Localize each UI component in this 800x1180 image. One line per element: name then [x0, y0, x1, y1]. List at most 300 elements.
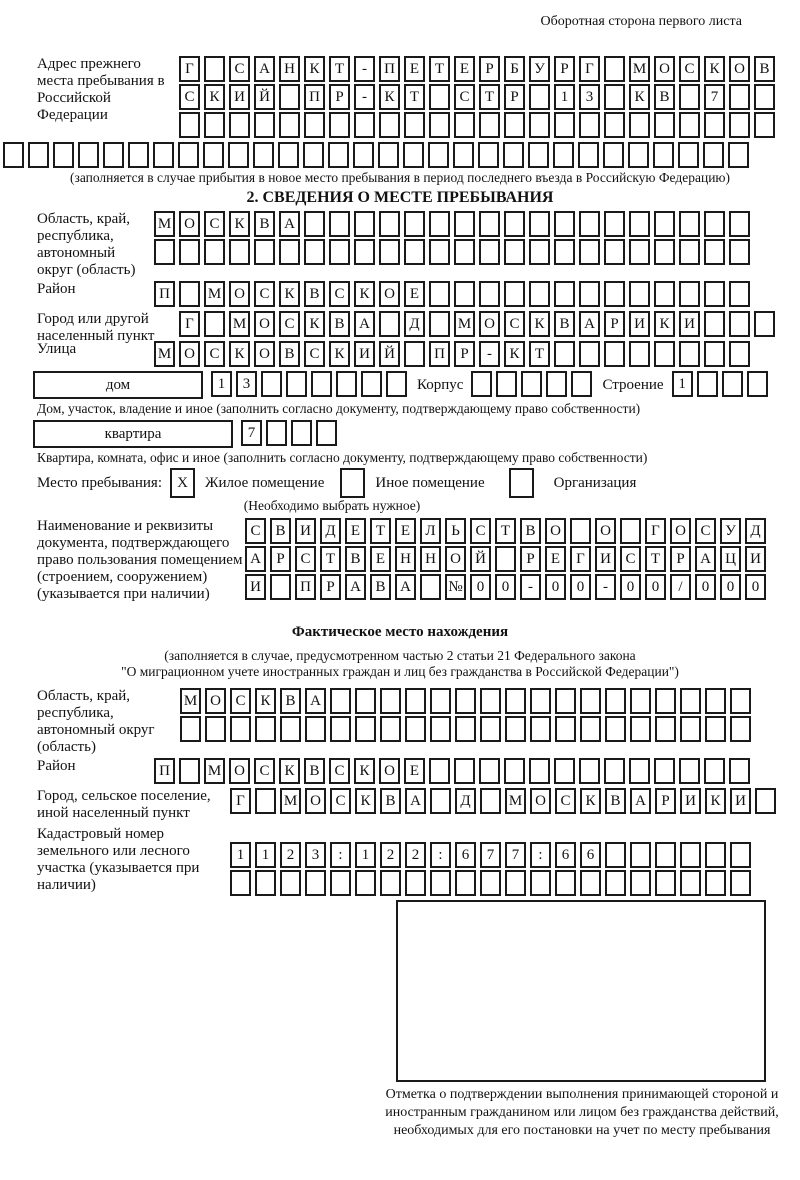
char-cell: М: [204, 281, 225, 307]
char-cell: У: [720, 518, 741, 544]
char-cell: О: [305, 788, 326, 814]
char-cell: М: [505, 788, 526, 814]
char-cell: [479, 239, 500, 265]
actual-city-row: [37, 788, 800, 821]
char-cell: И: [295, 518, 316, 544]
char-cell: [255, 716, 276, 742]
char-cell: С: [470, 518, 491, 544]
char-cell: [579, 341, 600, 367]
char-cell: М: [629, 56, 650, 82]
char-cell: [479, 112, 500, 138]
char-cell: [353, 142, 374, 168]
char-cell: [570, 518, 591, 544]
char-cell: 0: [695, 574, 716, 600]
char-cell: О: [179, 211, 200, 237]
char-cell: [580, 870, 601, 896]
char-cell: В: [279, 341, 300, 367]
char-cell: [404, 341, 425, 367]
char-cell: [529, 112, 550, 138]
street-label: Улица: [37, 341, 77, 357]
char-cell: [455, 716, 476, 742]
char-cell: К: [629, 84, 650, 110]
street-row: [37, 341, 800, 369]
char-cell: [703, 142, 724, 168]
char-cell: К: [279, 281, 300, 307]
char-cell: [555, 716, 576, 742]
section2-title: 2. СВЕДЕНИЯ О МЕСТЕ ПРЕБЫВАНИЯ: [246, 189, 554, 206]
char-cell: [428, 142, 449, 168]
char-cell: К: [704, 56, 725, 82]
char-cell: А: [245, 546, 266, 572]
char-cell: [654, 281, 675, 307]
document-block: [37, 518, 800, 603]
char-cell: О: [254, 341, 275, 367]
char-cell: [179, 112, 200, 138]
char-cell: [655, 842, 676, 868]
choose-note: (Необходимо выбрать нужное): [243, 498, 421, 513]
char-cell: У: [529, 56, 550, 82]
char-cell: [604, 211, 625, 237]
char-cell: М: [154, 341, 175, 367]
char-cell: О: [670, 518, 691, 544]
char-cell: [605, 842, 626, 868]
char-cell: С: [329, 758, 350, 784]
char-cell: Т: [320, 546, 341, 572]
stamp-caption: Отметка о подтверждении выполнения принимающей стороной и иностранным гражданином или лицом без гражданства действий, необходимых для его постановки на учет по месту пребывания: [385, 1087, 779, 1138]
char-cell: [253, 142, 274, 168]
city-row: [37, 311, 800, 344]
char-cell: В: [554, 311, 575, 337]
region-rows: [154, 211, 754, 267]
char-cell: К: [580, 788, 601, 814]
region-block: [37, 211, 800, 279]
prev-address-block: [37, 56, 800, 140]
char-cell: [480, 788, 501, 814]
char-cell: [730, 688, 751, 714]
char-cell: [404, 112, 425, 138]
char-box-row: [245, 518, 770, 544]
house-row: [33, 371, 800, 399]
char-cell: [429, 112, 450, 138]
char-cell: [495, 546, 516, 572]
char-cell: С: [229, 56, 250, 82]
char-cell: С: [204, 211, 225, 237]
actual-location-caption1: (заполняется в случае, предусмотренном частью 2 статьи 21 Федерального закона: [164, 648, 636, 663]
char-cell: [203, 142, 224, 168]
char-cell: [420, 574, 441, 600]
char-cell: [704, 758, 725, 784]
char-cell: Т: [479, 84, 500, 110]
char-cell: 0: [745, 574, 766, 600]
char-cell: 0: [470, 574, 491, 600]
char-cell: В: [370, 574, 391, 600]
region-label: Область, край, республика, автономный округ (область): [37, 211, 136, 278]
char-cell: А: [630, 788, 651, 814]
char-cell: -: [479, 341, 500, 367]
prev-address-label: Адрес прежнего места пребывания в Российской Федерации: [37, 56, 165, 123]
char-cell: [254, 112, 275, 138]
char-cell: [361, 371, 382, 397]
char-cell: С: [329, 281, 350, 307]
char-cell: К: [354, 758, 375, 784]
char-cell: П: [429, 341, 450, 367]
char-cell: Р: [670, 546, 691, 572]
char-cell: [230, 870, 251, 896]
char-cell: [679, 84, 700, 110]
char-cell: К: [705, 788, 726, 814]
char-cell: [291, 420, 312, 446]
char-cell: [546, 371, 567, 397]
char-cell: И: [245, 574, 266, 600]
char-cell: Р: [270, 546, 291, 572]
char-cell: К: [255, 688, 276, 714]
char-cell: [279, 112, 300, 138]
char-cell: Д: [320, 518, 341, 544]
char-cell: [479, 758, 500, 784]
char-cell: [680, 688, 701, 714]
char-cell: О: [179, 341, 200, 367]
char-cell: [254, 239, 275, 265]
char-cell: [630, 870, 651, 896]
char-cell: В: [605, 788, 626, 814]
char-cell: А: [305, 688, 326, 714]
char-box-row: [154, 281, 754, 307]
char-cell: Г: [179, 56, 200, 82]
char-cell: [266, 420, 287, 446]
char-cell: А: [345, 574, 366, 600]
char-cell: Т: [645, 546, 666, 572]
char-cell: 7: [480, 842, 501, 868]
char-cell: [704, 341, 725, 367]
char-cell: [729, 758, 750, 784]
char-cell: [330, 716, 351, 742]
char-cell: [605, 688, 626, 714]
actual-district-label: Район: [37, 758, 76, 774]
char-cell: [679, 341, 700, 367]
char-cell: Й: [254, 84, 275, 110]
char-cell: [480, 870, 501, 896]
char-cell: Р: [454, 341, 475, 367]
char-cell: [529, 84, 550, 110]
char-cell: К: [654, 311, 675, 337]
char-cell: С: [179, 84, 200, 110]
char-cell: [278, 142, 299, 168]
cadastre-block: [37, 826, 800, 898]
char-cell: [554, 239, 575, 265]
char-cell: [730, 842, 751, 868]
option-other-premises-label: Иное помещение: [375, 474, 485, 491]
char-cell: [655, 870, 676, 896]
char-cell: Н: [395, 546, 416, 572]
char-cell: К: [504, 341, 525, 367]
char-cell: [579, 112, 600, 138]
char-cell: [354, 211, 375, 237]
char-box-row: [154, 211, 754, 237]
char-cell: [629, 112, 650, 138]
char-cell: Е: [395, 518, 416, 544]
char-cell: [380, 688, 401, 714]
char-cell: [580, 716, 601, 742]
char-cell: [729, 311, 750, 337]
char-cell: Г: [579, 56, 600, 82]
stroenie-label: Строение: [602, 377, 664, 393]
char-cell: [153, 142, 174, 168]
char-cell: 0: [545, 574, 566, 600]
char-cell: Р: [504, 84, 525, 110]
char-cell: [430, 788, 451, 814]
char-cell: [529, 211, 550, 237]
char-cell: [630, 716, 651, 742]
char-cell: И: [680, 788, 701, 814]
char-cell: [379, 112, 400, 138]
char-cell: [571, 371, 592, 397]
char-cell: [704, 281, 725, 307]
char-box-row: [179, 84, 779, 110]
char-cell: С: [279, 311, 300, 337]
char-cell: [579, 211, 600, 237]
char-cell: [404, 211, 425, 237]
char-cell: О: [229, 758, 250, 784]
char-cell: [704, 112, 725, 138]
char-cell: [455, 870, 476, 896]
char-cell: [679, 112, 700, 138]
char-cell: [629, 281, 650, 307]
char-cell: [330, 688, 351, 714]
char-cell: 3: [305, 842, 326, 868]
char-cell: -: [520, 574, 541, 600]
char-cell: Т: [429, 56, 450, 82]
option-organization-label: Организация: [553, 474, 637, 491]
char-cell: [178, 142, 199, 168]
actual-region-label: Область, край, республика, автономный округ (область): [37, 688, 155, 755]
char-cell: [430, 688, 451, 714]
char-cell: И: [730, 788, 751, 814]
char-cell: [529, 758, 550, 784]
char-cell: А: [405, 788, 426, 814]
char-cell: [304, 112, 325, 138]
char-cell: [604, 84, 625, 110]
char-cell: П: [304, 84, 325, 110]
char-cell: 6: [455, 842, 476, 868]
char-cell: 0: [570, 574, 591, 600]
char-cell: 1: [211, 371, 232, 397]
char-cell: Р: [655, 788, 676, 814]
char-cell: А: [695, 546, 716, 572]
page-side-note: Оборотная сторона первого листа: [540, 14, 742, 29]
char-cell: [530, 870, 551, 896]
char-cell: А: [254, 56, 275, 82]
char-cell: Р: [520, 546, 541, 572]
char-cell: В: [345, 546, 366, 572]
char-cell: О: [729, 56, 750, 82]
char-cell: [179, 758, 200, 784]
char-cell: [304, 211, 325, 237]
district-label: Район: [37, 281, 76, 297]
korpus-label: Корпус: [417, 377, 464, 393]
char-box-row: [179, 56, 779, 82]
char-cell: -: [595, 574, 616, 600]
char-cell: [530, 688, 551, 714]
char-cell: 6: [580, 842, 601, 868]
char-cell: [729, 211, 750, 237]
char-cell: О: [479, 311, 500, 337]
char-cell: Д: [404, 311, 425, 337]
place-type-label: Место пребывания:: [37, 474, 162, 491]
char-cell: [286, 371, 307, 397]
char-cell: А: [395, 574, 416, 600]
char-cell: И: [745, 546, 766, 572]
char-cell: [405, 870, 426, 896]
char-cell: [386, 371, 407, 397]
char-cell: В: [654, 84, 675, 110]
char-cell: К: [304, 311, 325, 337]
char-cell: [329, 239, 350, 265]
char-cell: О: [205, 688, 226, 714]
char-cell: [480, 688, 501, 714]
char-box-row: [211, 371, 411, 397]
char-box-row: [180, 716, 755, 742]
char-cell: [604, 758, 625, 784]
char-cell: [154, 239, 175, 265]
char-cell: Г: [645, 518, 666, 544]
char-cell: [270, 574, 291, 600]
char-cell: 0: [620, 574, 641, 600]
char-cell: [429, 281, 450, 307]
char-cell: С: [454, 84, 475, 110]
char-cell: [229, 239, 250, 265]
char-cell: [453, 142, 474, 168]
char-cell: [204, 311, 225, 337]
char-cell: Е: [545, 546, 566, 572]
char-cell: К: [529, 311, 550, 337]
char-cell: [603, 142, 624, 168]
char-cell: [530, 716, 551, 742]
prev-address-rows: [179, 56, 779, 140]
char-cell: [355, 688, 376, 714]
char-cell: [605, 870, 626, 896]
char-cell: И: [229, 84, 250, 110]
char-cell: 7: [704, 84, 725, 110]
char-cell: [554, 211, 575, 237]
char-cell: В: [754, 56, 775, 82]
char-cell: С: [204, 341, 225, 367]
char-cell: 2: [280, 842, 301, 868]
char-cell: [429, 758, 450, 784]
char-cell: [455, 688, 476, 714]
char-cell: [504, 239, 525, 265]
char-cell: Е: [454, 56, 475, 82]
char-cell: [430, 716, 451, 742]
char-cell: С: [304, 341, 325, 367]
char-cell: [705, 688, 726, 714]
char-cell: [755, 788, 776, 814]
char-cell: В: [254, 211, 275, 237]
char-cell: 2: [405, 842, 426, 868]
char-cell: 6: [555, 842, 576, 868]
char-cell: [604, 281, 625, 307]
char-cell: [629, 341, 650, 367]
char-cell: [554, 112, 575, 138]
char-cell: [311, 371, 332, 397]
char-cell: Т: [495, 518, 516, 544]
char-cell: [279, 84, 300, 110]
char-cell: [478, 142, 499, 168]
char-cell: [579, 239, 600, 265]
char-cell: [53, 142, 74, 168]
char-cell: П: [154, 758, 175, 784]
char-cell: В: [280, 688, 301, 714]
char-cell: М: [204, 758, 225, 784]
char-cell: 1: [554, 84, 575, 110]
char-cell: О: [545, 518, 566, 544]
char-cell: [405, 688, 426, 714]
char-cell: С: [295, 546, 316, 572]
char-cell: К: [304, 56, 325, 82]
char-cell: К: [329, 341, 350, 367]
char-cell: [479, 281, 500, 307]
char-cell: [553, 142, 574, 168]
char-cell: [504, 758, 525, 784]
char-cell: [754, 112, 775, 138]
char-cell: Е: [345, 518, 366, 544]
char-cell: -: [354, 56, 375, 82]
char-cell: [653, 142, 674, 168]
char-cell: [521, 371, 542, 397]
char-cell: [479, 211, 500, 237]
char-cell: [279, 239, 300, 265]
char-box-row: [154, 341, 754, 367]
char-box-row: [230, 788, 780, 814]
char-cell: [336, 371, 357, 397]
char-box-row: [230, 870, 755, 896]
cadastre-label: Кадастровый номер земельного или лесного участка (указывается при наличии): [37, 826, 200, 893]
char-cell: [747, 371, 768, 397]
char-cell: [679, 239, 700, 265]
char-cell: [729, 341, 750, 367]
char-cell: [505, 688, 526, 714]
char-cell: [429, 84, 450, 110]
checkbox-organization: [509, 468, 534, 498]
char-cell: [730, 870, 751, 896]
char-cell: Г: [570, 546, 591, 572]
char-cell: С: [254, 281, 275, 307]
char-cell: /: [670, 574, 691, 600]
char-cell: О: [379, 758, 400, 784]
char-cell: [704, 211, 725, 237]
char-cell: [654, 341, 675, 367]
char-cell: [405, 716, 426, 742]
char-cell: :: [430, 842, 451, 868]
char-cell: [604, 341, 625, 367]
char-cell: [28, 142, 49, 168]
char-cell: К: [379, 84, 400, 110]
char-cell: 0: [645, 574, 666, 600]
apartment-caption: Квартира, комната, офис и иное (заполнить согласно документу, подтверждающему право собственности): [37, 450, 648, 465]
char-cell: 3: [236, 371, 257, 397]
char-cell: [303, 142, 324, 168]
char-cell: [705, 716, 726, 742]
char-cell: Е: [404, 758, 425, 784]
char-cell: [230, 716, 251, 742]
actual-city-label: Город, сельское поселение, иной населенный пункт: [37, 788, 211, 821]
char-box-row: [245, 546, 770, 572]
char-cell: С: [330, 788, 351, 814]
char-cell: К: [204, 84, 225, 110]
char-cell: [605, 716, 626, 742]
char-cell: Т: [404, 84, 425, 110]
char-cell: Г: [179, 311, 200, 337]
char-cell: Н: [420, 546, 441, 572]
